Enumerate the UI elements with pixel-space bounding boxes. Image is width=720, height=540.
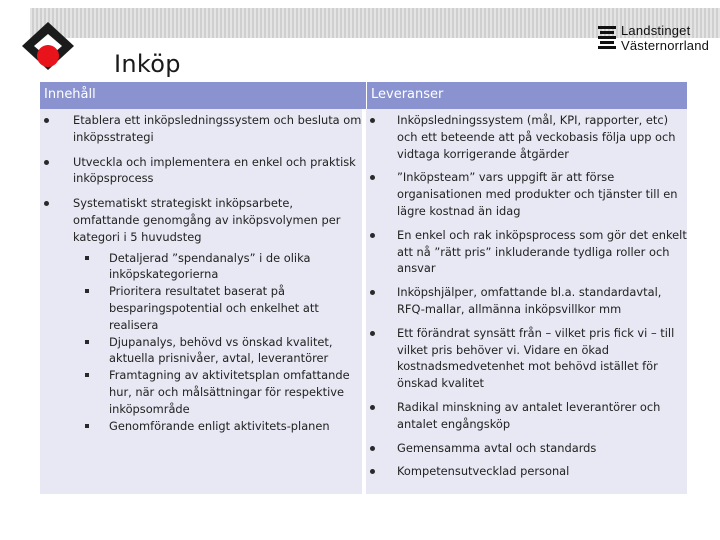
list-item-text: Etablera ett inköpsledningssystem och besluta om inköpsstrategi [73, 113, 362, 144]
list-item [366, 112, 687, 162]
column-header-leveranser: Leveranser [366, 82, 687, 109]
sub-list-item [73, 367, 362, 417]
bullet-icon [370, 118, 375, 123]
sub-list-item-text: Prioritera resultatet baserat på besparingspotential och enkelhet att realisera [109, 284, 319, 332]
list-item [366, 399, 687, 433]
list-item-text: Inköpsledningssystem (mål, KPI, rapporter, etc) och ett beteende att på veckobasis följa upp och vidtaga korrigerande åtgärder [397, 113, 676, 161]
sub-list-item-text: Genomförande enligt aktivitets-planen [109, 418, 330, 433]
deliverables-column [366, 109, 687, 494]
list-item [366, 440, 687, 457]
organization-name: Landstinget Västernorrland [621, 23, 710, 53]
list-item [366, 227, 687, 277]
sub-list-item [73, 250, 362, 284]
bullet-icon [44, 118, 49, 123]
list-item-text: En enkel och rak inköpsprocess som gör det enkelt att nå ”rätt pris” inkluderande tydliga roller och ansvar [397, 227, 687, 276]
page-title: Inköp [114, 50, 181, 78]
sub-list-item [73, 283, 362, 333]
list-item [366, 463, 687, 480]
list-item-text: Inköpshjälper, omfattande bl.a. standardavtal, RFQ-mallar, allmänna inköpsvillkor mm [397, 285, 662, 316]
bullet-icon [370, 405, 375, 410]
deliverables-list [366, 112, 687, 480]
bullet-icon [44, 201, 49, 206]
column-header-innehall: Innehåll [44, 87, 96, 102]
square-bullet-icon [85, 373, 89, 377]
list-item [366, 284, 687, 318]
landstinget-emblem-icon [597, 24, 617, 52]
list-item [40, 154, 362, 188]
organization-logo [597, 22, 715, 56]
bullet-icon [370, 469, 375, 474]
list-item-text: Gemensamma avtal och standards [397, 440, 597, 455]
list-item [40, 112, 362, 146]
sub-list-item-text: Detaljerad ”spendanalys” i de olika inköpskategorierna [109, 250, 311, 282]
sub-list-item [73, 418, 362, 435]
content-column [40, 109, 362, 494]
square-bullet-icon [85, 424, 89, 428]
bullet-icon [370, 331, 375, 336]
list-item [366, 325, 687, 392]
square-bullet-icon [85, 340, 89, 344]
list-item-text: Kompetensutvecklad personal [397, 464, 570, 479]
list-item-text: Utveckla och implementera en enkel och praktisk inköpsprocess [73, 154, 356, 186]
square-bullet-icon [85, 289, 89, 293]
square-bullet-icon [85, 256, 89, 260]
list-item [366, 169, 687, 219]
sub-list-item-text: Framtagning av aktivitetsplan omfattande hur, när och målsättningar för respektive inköpsområde [109, 368, 350, 416]
content-list [40, 112, 362, 434]
bullet-icon [370, 233, 375, 238]
list-item-text: Radikal minskning av antalet leverantörer och antalet engångsköp [397, 399, 661, 431]
bullet-icon [370, 446, 375, 451]
list-item [40, 195, 362, 434]
bullet-icon [44, 160, 49, 165]
table-header-row [40, 82, 687, 110]
list-item-text: ”Inköpsteam” vars uppgift är att förse organisationen med produkter och tjänster till en lägre kostnad än idag [397, 170, 678, 218]
bullet-icon [370, 290, 375, 295]
bullet-icon [370, 175, 375, 180]
list-item-text: Systematiskt strategiskt inköpsarbete, omfattande genomgång av inköpsvolymen per kategori i 5 huvudsteg [73, 196, 341, 244]
sub-list-item-text: Djupanalys, behövd vs önskad kvalitet, aktuella prisnivåer, avtal, leverantörer [109, 334, 333, 366]
list-item-text: Ett förändrat synsätt från – vilket pris fick vi – till vilket pris behöver vi. Vidare en ökad kostnadsmedvetenhet mot behövd istället för önskad kvalitet [397, 325, 675, 391]
sub-list-item [73, 334, 362, 368]
sub-list [73, 250, 362, 435]
diamond-logo-icon [12, 14, 90, 74]
